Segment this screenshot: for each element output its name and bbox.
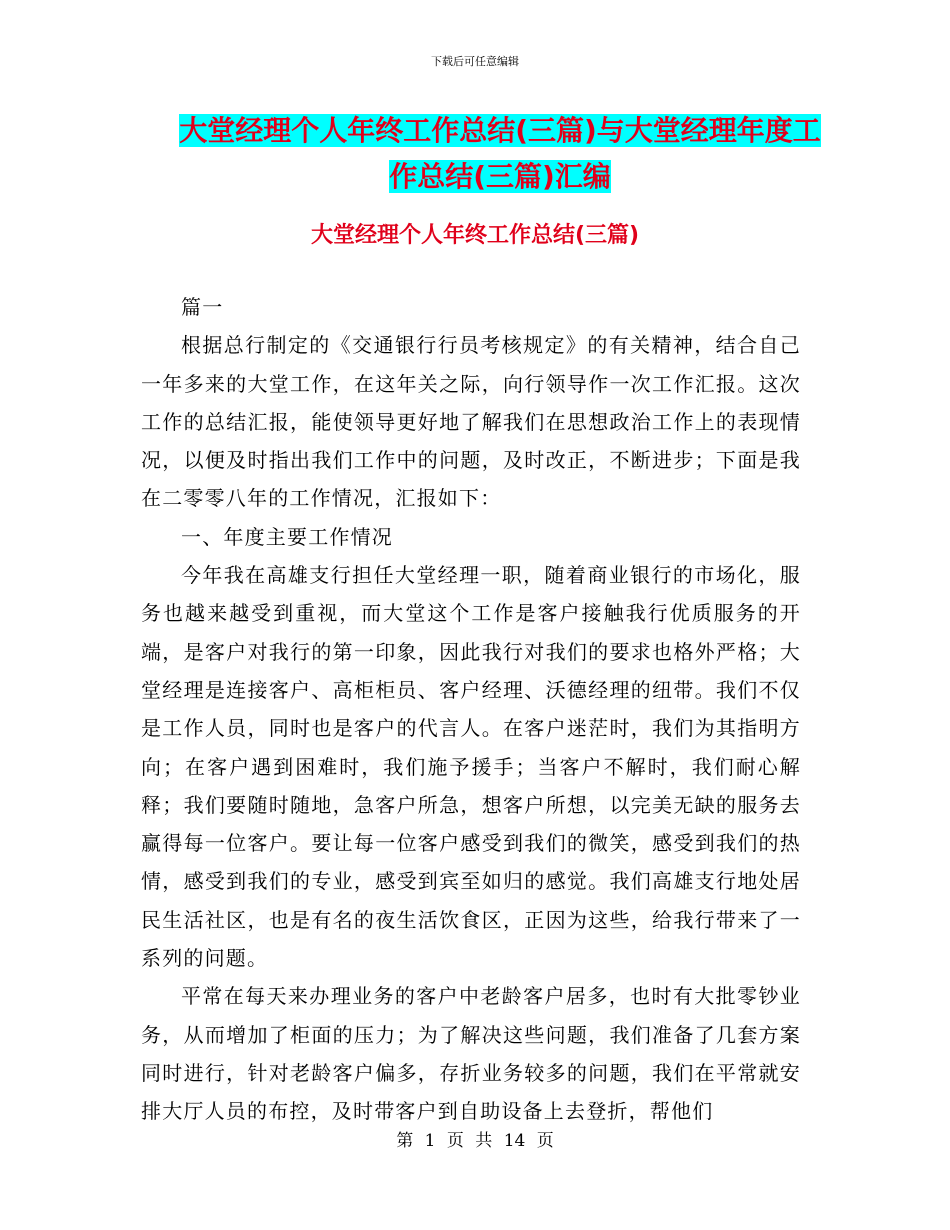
section-title: 大堂经理个人年终工作总结(三篇) — [310, 223, 640, 248]
main-title — [140, 108, 860, 200]
paragraph: 一、年度主要工作情况 — [181, 524, 393, 549]
paragraph: 根据总行制定的《交通银行行员考核规定》的有关精神，结合自己一年多来的大堂工作，在这年关之际，向行领导作一次工作汇报。这次工作的总结汇报，能使领导更好地了解我们在思想政治工作上的表现情况，以便及时指出我们工作中的问题，及时改正，不断进步；下面是我在二零零八年的工作情况，汇报如下： — [141, 333, 801, 511]
page-number-footer: 第 1 页 共 14 页 — [396, 1131, 554, 1151]
paragraph: 篇一 — [181, 295, 224, 319]
body-text — [141, 288, 801, 1131]
main-title-line1: 大堂经理个人年终工作总结(三篇)与大堂经理年度工 — [179, 114, 821, 147]
header-note: 下载后可任意编辑 — [431, 55, 519, 68]
paragraph: 平常在每天来办理业务的客户中老龄客户居多，也时有大批零钞业务，从而增加了柜面的压力；为了解决这些问题，我们准备了几套方案同时进行，针对老龄客户偏多，存折业务较多的问题，我们在平常就安排大厅人员的布控，及时带客户到自助设备上去登折，帮他们 — [141, 984, 801, 1124]
paragraph: 今年我在高雄支行担任大堂经理一职，随着商业银行的市场化，服务也越来越受到重视，而大堂这个工作是客户接触我行优质服务的开端，是客户对我行的第一印象，因此我行对我们的要求也格外严格；大堂经理是连接客户、高柜柜员、客户经理、沃德经理的纽带。我们不仅是工作人员，同时也是客户的代言人。在客户迷茫时，我们为其指明方向；在客户遇到困难时，我们施予援手；当客户不解时，我们耐心解释；我们要随时随地，急客户所急，想客户所想，以完美无缺的服务去赢得每一位客户。要让每一位客户感受到我们的微笑，感受到我们的热情，感受到我们的专业，感受到宾至如归的感觉。我们高雄支行地处居民生活社区，也是有名的夜生活饮食区，正因为这些，给我行带来了一系列的问题。 — [141, 563, 801, 971]
main-title-line2: 作总结(三篇)汇编 — [389, 160, 611, 193]
